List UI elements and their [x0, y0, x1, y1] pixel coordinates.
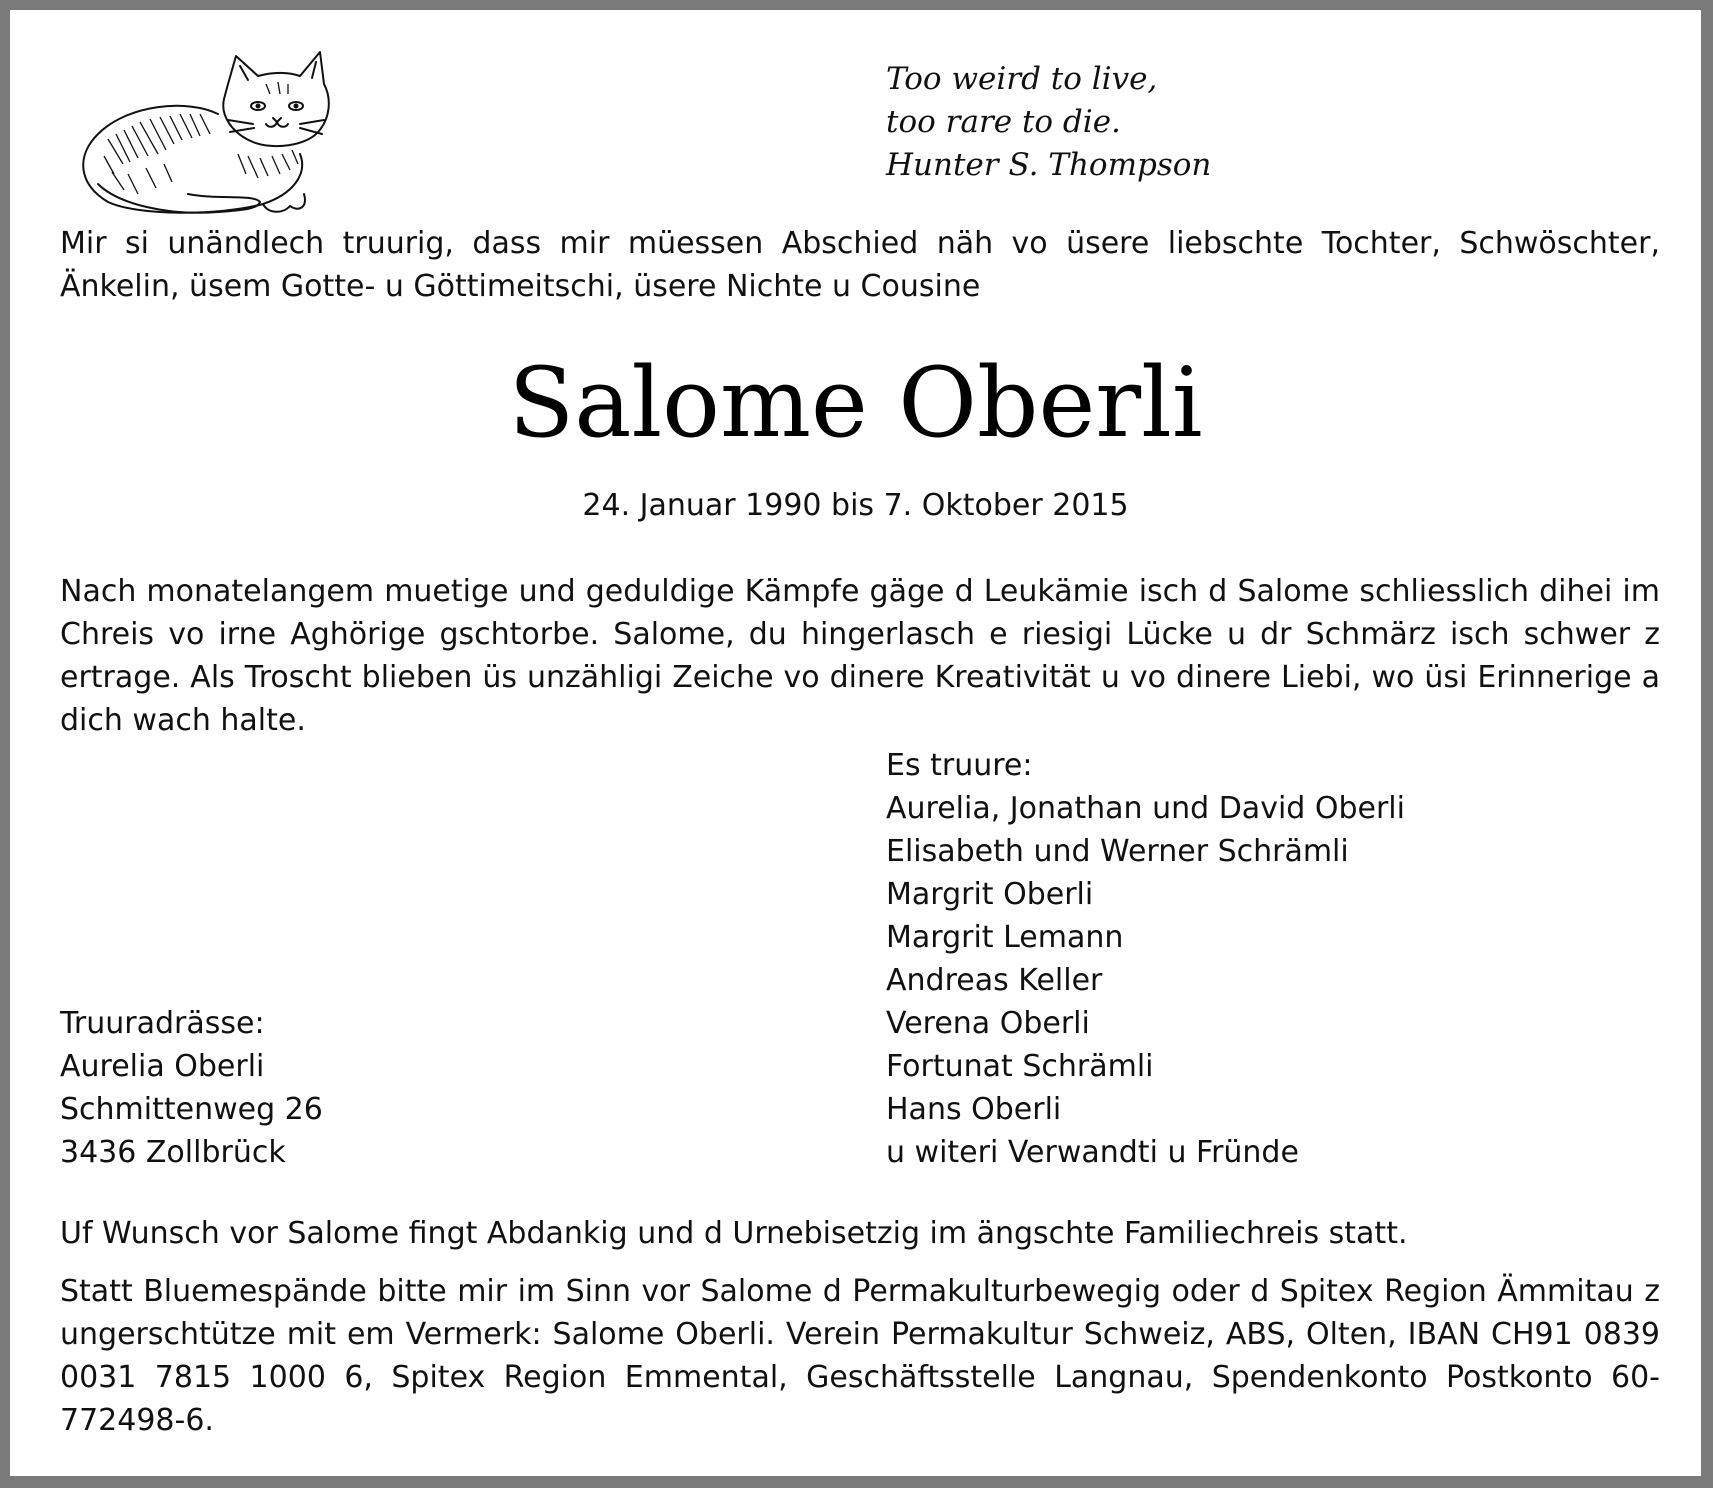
quote-line-1: Too weird to live,: [886, 61, 1158, 97]
address-name: Aurelia Oberli: [60, 1049, 265, 1084]
quote-line-2: too rare to die.: [886, 104, 1121, 140]
mourning-address: [60, 1002, 323, 1174]
funeral-wish-text: Uf Wunsch vor Salome fingt Abdankig und d Urnebisetzig im ängschte Familiechreis statt.: [60, 1216, 1408, 1251]
deceased-name: Salome Oberli: [508, 347, 1203, 459]
mourners-heading: Es truure:: [886, 748, 1033, 783]
mourners-list: [886, 744, 1405, 1174]
memorial-paragraph: Nach monatelangem muetige und geduldige Kämpfe gäge d Leukämie isch d Salome schliesslich dihei im Chreis vo irne Aghörige gschtorbe. Salome, du hingerlasch e riesigi Lücke u dr Schmärz isch schwer z ertrage. Als Troscht blieben üs unzähligi Zeiche vo dinere Kreativität u vo dinere Liebi, wo üsi Erinnerige a dich wach halte.: [60, 574, 1660, 738]
mourner-name: Margrit Oberli: [886, 877, 1094, 912]
cat-drawing-icon: [68, 44, 348, 224]
address-city: 3436 Zollbrück: [60, 1135, 286, 1170]
intro-text: Mir si unändlech truurig, dass mir müessen Abschied näh vo üsere liebschte Tochter, Schwöschter, Änkelin, üsem Gotte- u Göttimeitschi, üsere Nichte u Cousine: [60, 226, 1660, 304]
address-street: Schmittenweg 26: [60, 1092, 323, 1127]
epigraph-quote: [886, 58, 1211, 187]
mourner-name: Fortunat Schrämli: [886, 1049, 1154, 1084]
mourner-name: Aurelia, Jonathan und David Oberli: [886, 791, 1405, 826]
address-heading: Truuradrässe:: [60, 1006, 265, 1041]
mourner-name: Margrit Lemann: [886, 920, 1124, 955]
life-dates: 24. Januar 1990 bis 7. Oktober 2015: [582, 488, 1129, 523]
mourner-name: Verena Oberli: [886, 1006, 1090, 1041]
obituary-page: [10, 10, 1701, 1476]
mourner-name: u witeri Verwandti u Fründe: [886, 1135, 1299, 1170]
mourner-name: Hans Oberli: [886, 1092, 1062, 1127]
mourner-name: Andreas Keller: [886, 963, 1103, 998]
donation-text: Statt Bluemespände bitte mir im Sinn vor Salome d Permakulturbewegig oder d Spitex Region Ämmitau z ungerschtütze mit em Vermerk: Salome Oberli. Verein Permakultur Schweiz, ABS, Olten, IBAN CH91 0839 0031 7815 1000 6, Spitex Region Emmental, Geschäftsstelle Langnau, Spendenkonto Postkonto 60-772498-6.: [60, 1274, 1660, 1438]
mourner-name: Elisabeth und Werner Schrämli: [886, 834, 1349, 869]
quote-author: Hunter S. Thompson: [886, 147, 1212, 183]
